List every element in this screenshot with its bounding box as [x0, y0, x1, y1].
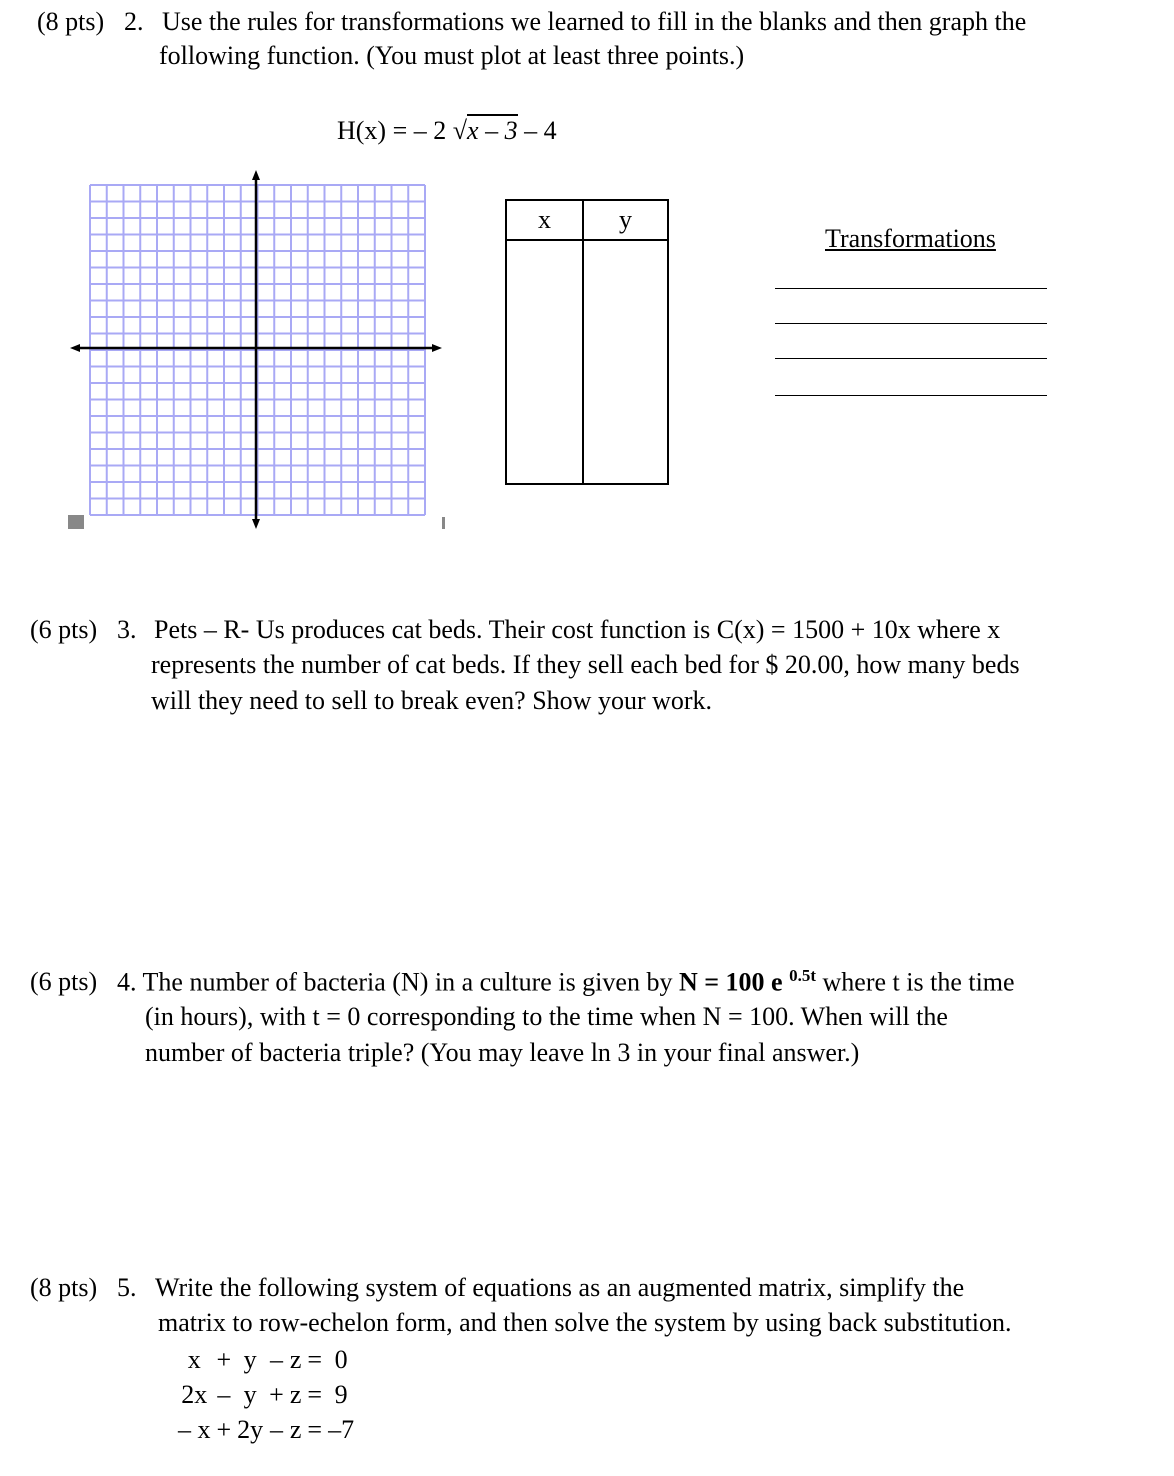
y-axis-arrow-down — [252, 519, 260, 529]
transformation-blank-2[interactable] — [775, 323, 1047, 324]
q3-line2: represents the number of cat beds. If they sell each bed for $ 20.00, how many beds — [151, 650, 1020, 679]
q5-line2: matrix to row-echelon form, and then solve the system by using back substitution. — [158, 1308, 1012, 1337]
equation-term: z — [289, 1380, 302, 1409]
x-header: x — [506, 200, 583, 240]
q2-line2: following function. (You must plot at least three points.) — [159, 41, 745, 70]
equation-term: y — [243, 1380, 257, 1409]
equation-term: x — [187, 1345, 201, 1374]
x-axis-arrow-left — [70, 344, 80, 352]
q5-number: 5. — [117, 1273, 137, 1302]
equation-term: – — [217, 1380, 231, 1409]
function-radicand: x – 3 — [467, 116, 518, 145]
equation-term: y — [243, 1345, 257, 1374]
q4-text-a: The number of bacteria (N) in a culture is given by — [142, 967, 679, 997]
q4-line2: (in hours), with t = 0 corresponding to the time when N = 100. When will the — [145, 1002, 948, 1031]
equation-row — [175, 1412, 357, 1447]
equation-term: z — [289, 1345, 302, 1374]
equation-term: = — [307, 1345, 323, 1374]
q4-exponent: 0.5t — [789, 966, 817, 985]
q2-line1: Use the rules for transformations we learned to fill in the blanks and then graph the — [162, 7, 1027, 36]
function-right: – 4 — [517, 116, 557, 145]
equation-term: 9 — [334, 1380, 348, 1409]
equation-row — [175, 1377, 357, 1412]
equation-term: + — [216, 1345, 232, 1374]
transformation-blank-3[interactable] — [775, 358, 1047, 359]
equation-system — [175, 1342, 357, 1447]
xy-table — [505, 199, 669, 485]
transformation-blank-4[interactable] — [775, 395, 1047, 396]
equation-term: – — [270, 1345, 283, 1374]
q5-points: (8 pts) — [30, 1273, 98, 1302]
q4-text-b: where t is the time — [816, 967, 1015, 997]
equation-row — [175, 1342, 357, 1377]
y-header: y — [583, 200, 668, 240]
function-left: H(x) = – 2 √ — [337, 116, 468, 145]
q5-line1: Write the following system of equations as an augmented matrix, simplify the — [155, 1273, 965, 1302]
resize-handle-icon — [68, 515, 84, 529]
equation-term: – — [270, 1415, 283, 1444]
q4-line3: number of bacteria triple? (You may leave ln 3 in your final answer.) — [145, 1038, 860, 1067]
y-column[interactable] — [583, 240, 668, 484]
equation-term: –7 — [328, 1415, 355, 1444]
coordinate-grid[interactable] — [60, 165, 460, 540]
equation-term: + — [216, 1415, 232, 1444]
equation-term: 2y — [237, 1415, 264, 1444]
q2-number: 2. — [124, 7, 144, 36]
q3-line1: Pets – R- Us produces cat beds. Their cost function is C(x) = 1500 + 10x where x — [154, 615, 1001, 644]
transformations-title: Transformations — [825, 224, 996, 253]
transformation-blank-1[interactable] — [775, 288, 1047, 289]
q3-number: 3. — [117, 615, 137, 644]
x-axis-arrow-right — [432, 344, 442, 352]
q4-formula: N = 100 e — [678, 967, 783, 997]
y-axis-arrow-up — [252, 170, 260, 180]
equation-term: 2x — [181, 1380, 208, 1409]
x-column[interactable] — [506, 240, 583, 484]
q3-line3: will they need to sell to break even? Show your work. — [151, 686, 713, 715]
q4-line1 — [117, 965, 1015, 999]
equation-term: 0 — [334, 1345, 348, 1374]
q4-points: (6 pts) — [30, 967, 98, 996]
equation-term: – x — [178, 1415, 211, 1444]
q3-points: (6 pts) — [30, 615, 98, 644]
q4-number: 4. — [117, 967, 137, 997]
equation-term: z — [289, 1415, 302, 1444]
function-formula — [337, 114, 557, 148]
equation-term: = — [307, 1415, 323, 1444]
equation-term: + — [269, 1380, 284, 1409]
q2-points: (8 pts) — [37, 7, 105, 36]
handle-mark — [442, 517, 445, 529]
equation-term: = — [307, 1380, 323, 1409]
